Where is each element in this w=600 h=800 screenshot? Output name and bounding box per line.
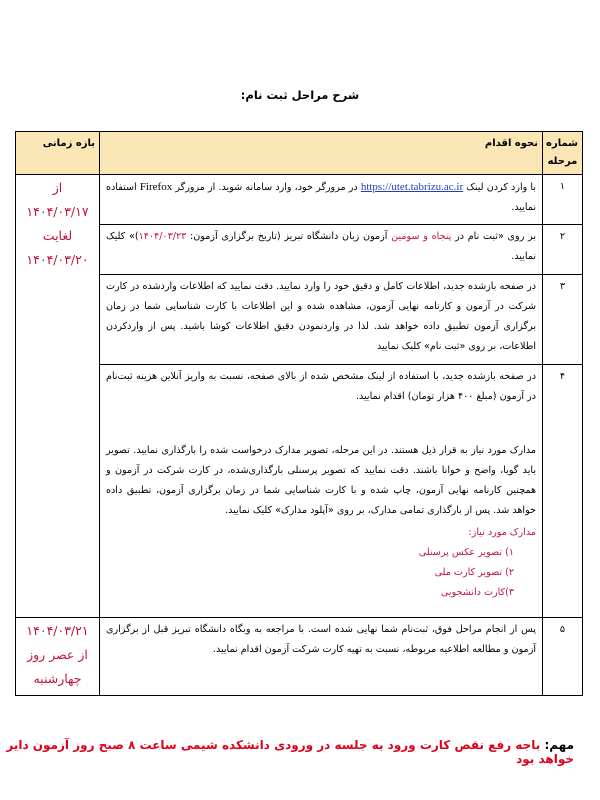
important-label: مهم: — [544, 738, 574, 752]
step-number: ۱ — [543, 175, 583, 225]
important-message: باجه رفع نقص کارت ورود به جلسه در ورودی دانشکده شیمی ساعت ۸ صبح روز آزمون دایر خواهد بود — [6, 738, 574, 766]
documents-title: مدارک مورد نیاز: — [468, 527, 536, 538]
important-notice — [0, 738, 600, 766]
step-text: )» کلیک نمایید. — [106, 231, 536, 262]
documents-text: مدارک مورد نیاز به قرار ذیل هستند. در این مرحله، تصویر مدارک درخواست شده را بارگذاری نمایید. تصویر باید گویا، واضح و خوانا باشند. دقت نمایید که تصویر پرسنلی بارگذاری‌شده، در کارت شرکت در آزمون و همچنین کارنامه نهایی آزمون، چاپ شده و با کارت شناسایی شما در زمان برگزاری آزمون، تطبیق داده خواهد شد. پس از بارگذاری تمامی مدارک، بر روی «آپلود مدارک» کلیک نمایید. — [106, 445, 536, 516]
period-to-date: ۱۴۰۴/۰۳/۲۰ — [26, 252, 89, 267]
step-action — [100, 225, 543, 275]
table-row — [16, 225, 583, 275]
table-header-row — [16, 132, 583, 175]
step-text: آزمون زبان دانشگاه تبریز (تاریخ برگزاری آزمون: — [186, 231, 392, 242]
list-item: ۳)کارت دانشجویی — [440, 587, 514, 598]
exam-ordinal: پنجاه و سومین — [391, 231, 452, 242]
page-title: شرح مراحل ثبت نام: — [240, 88, 360, 102]
browser-name: Firefox — [139, 181, 173, 193]
header-action: نحوه اقدام — [100, 132, 543, 175]
list-item: ۱) تصویر عکس پرسنلی — [418, 547, 514, 558]
registration-steps-table — [15, 131, 583, 696]
step-action: در صفحه بازشده جدید، اطلاعات کامل و دقیق خود را وارد نمایید. دقت نمایید که اطلاعات واردشده در کارت شرکت در آزمون و کارنامه نهایی آزمون، مشاهده شده و این اطلاعات با کارت شناسایی شما در زمان برگزاری آزمون تطبیق داده خواهد شد. لذا در واردنمودن دقیق اطلاعات کوشا باشید. پس از واردکردن اطلاعات، بر روی «ثبت نام» کلیک نمایید — [100, 275, 543, 365]
step-action: پس از انجام مراحل فوق، ثبت‌نام شما نهایی شده است. با مراجعه به وبگاه دانشگاه تبریز قبل از برگزاری آزمون و مطالعه اطلاعیه مربوطه، نسبت به تهیه کارت شرکت آزمون اقدام نمایید. — [100, 618, 543, 696]
payment-text: در صفحه بازشده جدید، با استفاده از لینک مشخص شده از بالای صفحه، نسبت به واریز آنلاین هزینه ثبت‌نام در آزمون (مبلغ ۴۰۰ هزار تومان) اقدام نمایید. — [106, 371, 536, 402]
exam-date: ۱۴۰۴/۰۳/۲۳ — [138, 231, 187, 242]
registration-link[interactable]: https://utet.tabrizu.ac.ir — [360, 181, 464, 193]
list-item: ۲) تصویر کارت ملی — [434, 567, 514, 578]
period-from-label: از — [52, 180, 63, 195]
step-text: با وارد کردن لینک — [463, 182, 536, 193]
table-row — [16, 175, 583, 225]
table-row — [16, 275, 583, 365]
period-line: چهارشنبه — [33, 671, 82, 686]
step-number: ۳ — [543, 275, 583, 365]
period-date: ۱۴۰۴/۰۳/۲۱ — [26, 623, 89, 638]
step-action — [100, 365, 543, 618]
header-step-number: شماره مرحله — [543, 132, 583, 175]
step-action — [100, 175, 543, 225]
header-time-period: بازه زمانی — [16, 132, 100, 175]
step-text: بر روی «ثبت نام در — [451, 231, 537, 242]
step-number: ۵ — [543, 618, 583, 696]
period-cell-2 — [16, 618, 100, 696]
period-to-label: لغایت — [42, 228, 73, 243]
step-text: استفاده نمایید. — [106, 182, 536, 213]
period-cell-1 — [16, 175, 100, 618]
period-line: از عصر روز — [27, 647, 88, 662]
step-text: در مرورگر خود، وارد سامانه شوید. از مرورگر — [172, 182, 361, 193]
table-row — [16, 365, 583, 618]
period-from-date: ۱۴۰۴/۰۳/۱۷ — [26, 204, 89, 219]
table-row — [16, 618, 583, 696]
step-number: ۴ — [543, 365, 583, 618]
step-number: ۲ — [543, 225, 583, 275]
documents-list — [106, 543, 536, 603]
